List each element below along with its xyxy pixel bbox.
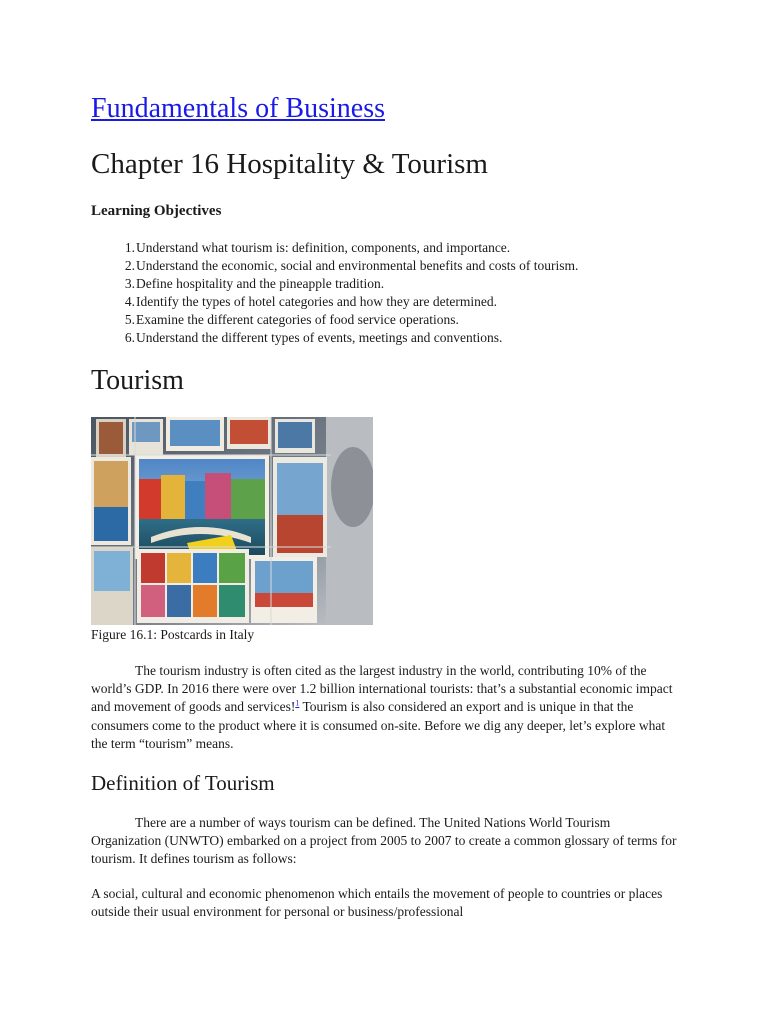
list-item-number: 1. — [124, 240, 135, 255]
list-item-text: Understand the different types of events, meetings and conventions. — [136, 330, 503, 345]
list-item — [91, 311, 711, 329]
list-item — [91, 275, 711, 293]
list-item-text: Understand the economic, social and environmental benefits and costs of tourism. — [136, 258, 579, 273]
learning-objectives-heading: Learning Objectives — [91, 203, 222, 219]
paragraph-text: Tourism is also considered an export and is unique in that the consumers come to the product where it is consumed on-site. Before we dig any deeper, let’s explore what the term “tourism” means. — [91, 699, 666, 751]
list-item — [91, 293, 711, 311]
figure-caption: Figure 16.1: Postcards in Italy — [91, 627, 255, 642]
list-item — [91, 239, 711, 257]
list-item — [91, 257, 711, 275]
chapter-title: Chapter 16 Hospitality & Tourism — [91, 148, 488, 180]
tourism-heading: Tourism — [91, 365, 184, 396]
list-item-text: Examine the different categories of food service operations. — [136, 312, 459, 327]
list-item-text: Identify the types of hotel categories and how they are determined. — [136, 294, 497, 309]
list-item-number: 6. — [124, 330, 135, 345]
tourism-intro-paragraph — [91, 662, 681, 753]
list-item-number: 5. — [124, 312, 135, 327]
definition-quote-paragraph: A social, cultural and economic phenomenon which entails the movement of people to countries or places outside their usual environment for personal or business/professional — [91, 886, 663, 920]
list-item-number: 2. — [124, 258, 135, 273]
list-item-number: 3. — [124, 276, 135, 291]
learning-objectives-list — [91, 239, 711, 347]
book-title-link[interactable]: Fundamentals of Business — [91, 93, 385, 124]
postcards-photo — [91, 417, 373, 625]
list-item-number: 4. — [124, 294, 135, 309]
definition-heading: Definition of Tourism — [91, 771, 275, 795]
paragraph-text: The tourism industry is often cited as the largest industry in the world, contributing 10% of the world’s GDP. In 2016 there were over 1.2 billion international tourists: that’s a substantial economic impact and movement of goods and services! — [91, 663, 673, 715]
list-item-text: Understand what tourism is: definition, components, and importance. — [136, 240, 511, 255]
list-item-text: Define hospitality and the pineapple tradition. — [136, 276, 385, 291]
definition-paragraph: There are a number of ways tourism can be defined. The United Nations World Tourism Organization (UNWTO) embarked on a project from 2005 to 2007 to create a common glossary of terms for tourism. It defines tourism as follows: — [91, 815, 677, 867]
list-item — [91, 329, 711, 347]
footnote-link[interactable]: 1 — [295, 698, 300, 708]
